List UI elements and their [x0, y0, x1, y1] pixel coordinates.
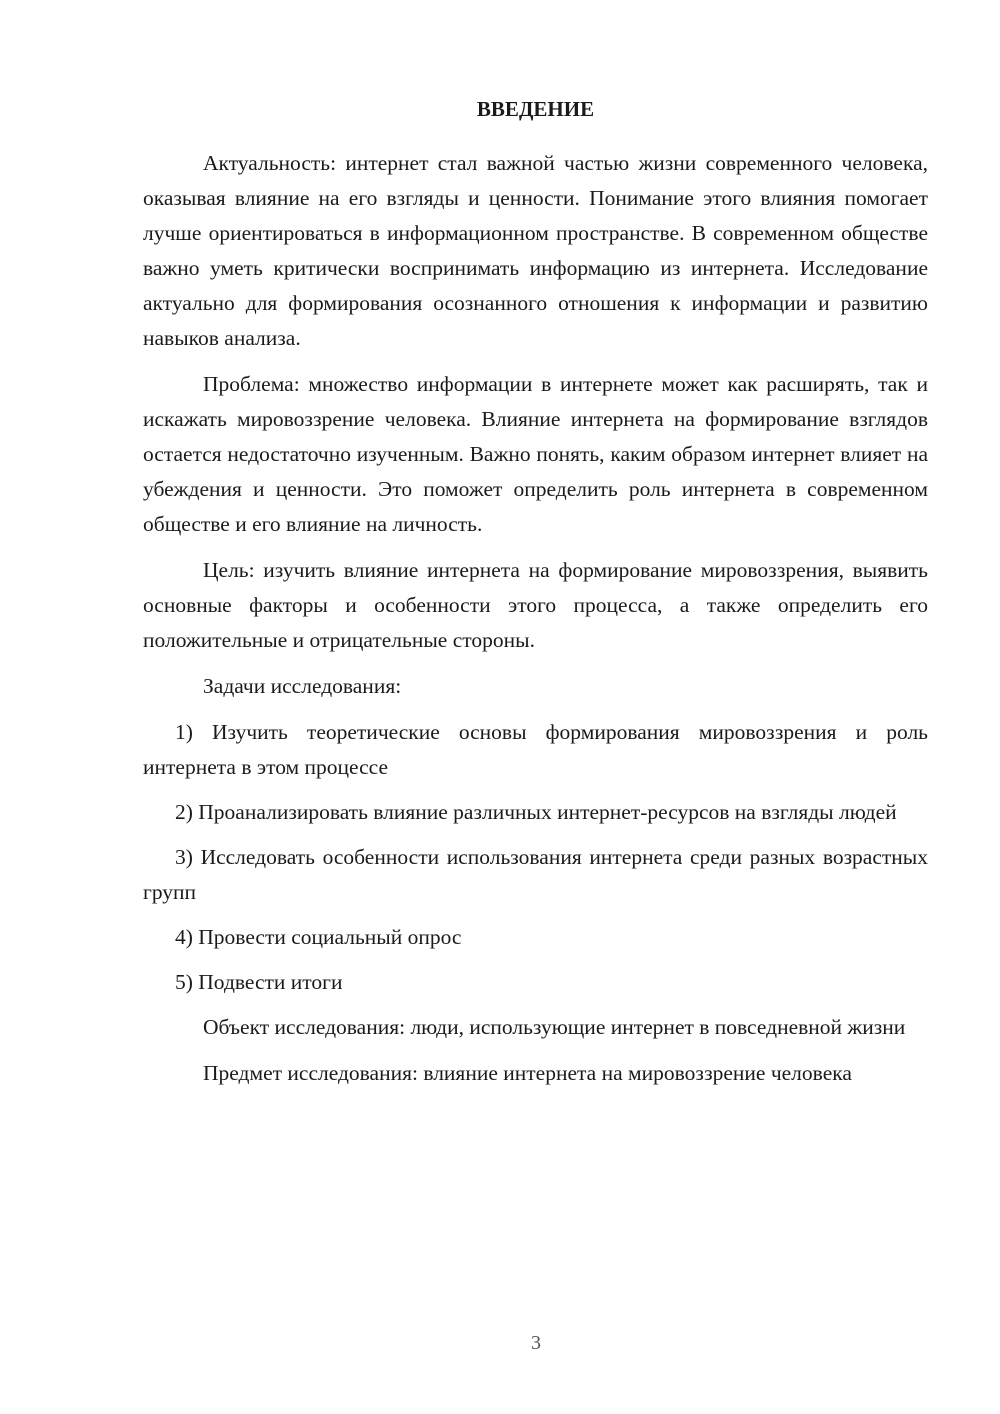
problem-paragraph: Проблема: множество информации в интернете может как расширять, так и искажать мировоззрение человека. Влияние интернета на формирование взглядов остается недостаточно изученным. Важно понять, каким образом интернет влияет на убеждения и ценности. Это поможет определить роль интернета в современном обществе и его влияние на личность. — [143, 372, 928, 536]
research-object-paragraph: Объект исследования: люди, использующие интернет в повседневной жизни — [203, 1015, 906, 1039]
section-heading: ВВЕДЕНИЕ — [476, 97, 595, 121]
research-subject-paragraph: Предмет исследования: влияние интернета на мировоззрение человека — [203, 1061, 852, 1085]
goal-paragraph: Цель: изучить влияние интернета на формирование мировоззрения, выявить основные факторы и особенности этого процесса, а также определить его положительные и отрицательные стороны. — [143, 558, 928, 652]
document-page — [143, 92, 928, 1102]
task-item: 3) Исследовать особенности использования интернета среди разных возрастных групп — [143, 845, 928, 904]
page-number: 3 — [531, 1332, 541, 1354]
task-item: 4) Провести социальный опрос — [175, 925, 462, 949]
task-item: 2) Проанализировать влияние различных интернет-ресурсов на взгляды людей — [175, 800, 897, 824]
tasks-title: Задачи исследования: — [203, 674, 402, 698]
task-item: 1) Изучить теоретические основы формирования мировоззрения и роль интернета в этом процессе — [143, 720, 928, 779]
relevance-paragraph: Актуальность: интернет стал важной частью жизни современного человека, оказывая влияние на его взгляды и ценности. Понимание этого влияния помогает лучше ориентироваться в информационном пространстве. В современном обществе важно уметь критически воспринимать информацию из интернета. Исследование актуально для формирования осознанного отношения к информации и развитию навыков анализа. — [143, 151, 928, 350]
tasks-list — [143, 715, 928, 1000]
task-item: 5) Подвести итоги — [175, 970, 343, 994]
